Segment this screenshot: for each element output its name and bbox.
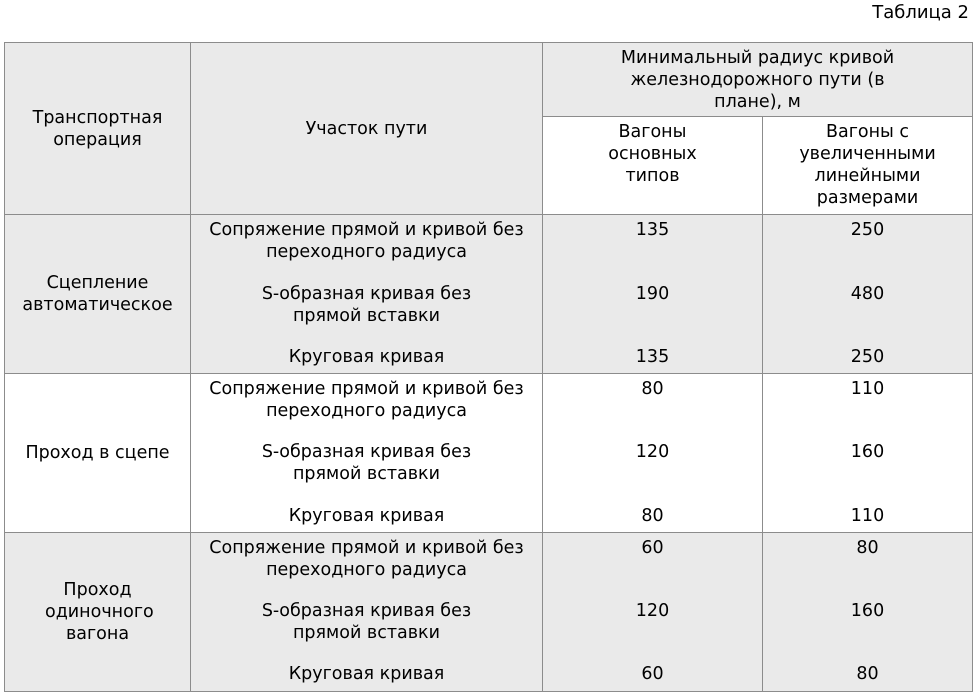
header-basic-wagons: Вагоны основных типов — [543, 117, 763, 215]
section-label: S-образная кривая без прямой вставки — [261, 442, 472, 484]
enlarged-value: 250 — [850, 347, 885, 367]
section-label: S-образная кривая без прямой вставки — [261, 284, 472, 326]
enlarged-value: 80 — [856, 538, 879, 558]
enlarged-value: 160 — [850, 601, 885, 621]
section-label: Сопряжение прямой и кривой без переходного радиуса — [209, 379, 524, 421]
basic-values-cell — [543, 374, 763, 533]
table-caption: Таблица 2 — [872, 2, 969, 23]
enlarged-value: 110 — [850, 379, 885, 399]
section-cell — [191, 374, 543, 533]
basic-value: 60 — [641, 538, 664, 558]
header-radius: Минимальный радиус кривой железнодорожного пути (в плане), м — [543, 43, 973, 117]
table-row — [5, 533, 973, 692]
enlarged-values-cell — [763, 374, 973, 533]
basic-value: 60 — [641, 664, 664, 684]
curve-radius-table — [4, 42, 973, 692]
header-enlarged-wagons: Вагоны с увеличенными линейными размерами — [763, 117, 973, 215]
basic-value: 190 — [635, 284, 670, 304]
enlarged-value: 250 — [850, 220, 885, 240]
basic-value: 80 — [641, 379, 664, 399]
section-label: S-образная кривая без прямой вставки — [261, 601, 472, 643]
enlarged-value: 110 — [850, 506, 885, 526]
table-row — [5, 215, 973, 374]
operation-cell: Сцепление автоматическое — [5, 215, 191, 374]
basic-value: 120 — [635, 442, 670, 462]
enlarged-values-cell — [763, 215, 973, 374]
enlarged-values-cell — [763, 533, 973, 692]
basic-value: 120 — [635, 601, 670, 621]
section-cell — [191, 533, 543, 692]
operation-cell: Проход одиночного вагона — [5, 533, 191, 692]
section-label: Сопряжение прямой и кривой без переходного радиуса — [209, 220, 524, 262]
section-label: Круговая кривая — [288, 506, 445, 526]
basic-value: 135 — [635, 220, 670, 240]
table-row — [5, 374, 973, 533]
basic-values-cell — [543, 533, 763, 692]
section-label: Круговая кривая — [288, 347, 445, 367]
basic-values-cell — [543, 215, 763, 374]
section-label: Сопряжение прямой и кривой без переходного радиуса — [209, 538, 524, 580]
basic-value: 80 — [641, 506, 664, 526]
section-label: Круговая кривая — [288, 664, 445, 684]
enlarged-value: 480 — [850, 284, 885, 304]
operation-cell: Проход в сцепе — [5, 374, 191, 533]
enlarged-value: 80 — [856, 664, 879, 684]
header-operation: Транспортная операция — [5, 43, 191, 215]
enlarged-value: 160 — [850, 442, 885, 462]
section-cell — [191, 215, 543, 374]
header-section: Участок пути — [191, 43, 543, 215]
basic-value: 135 — [635, 347, 670, 367]
